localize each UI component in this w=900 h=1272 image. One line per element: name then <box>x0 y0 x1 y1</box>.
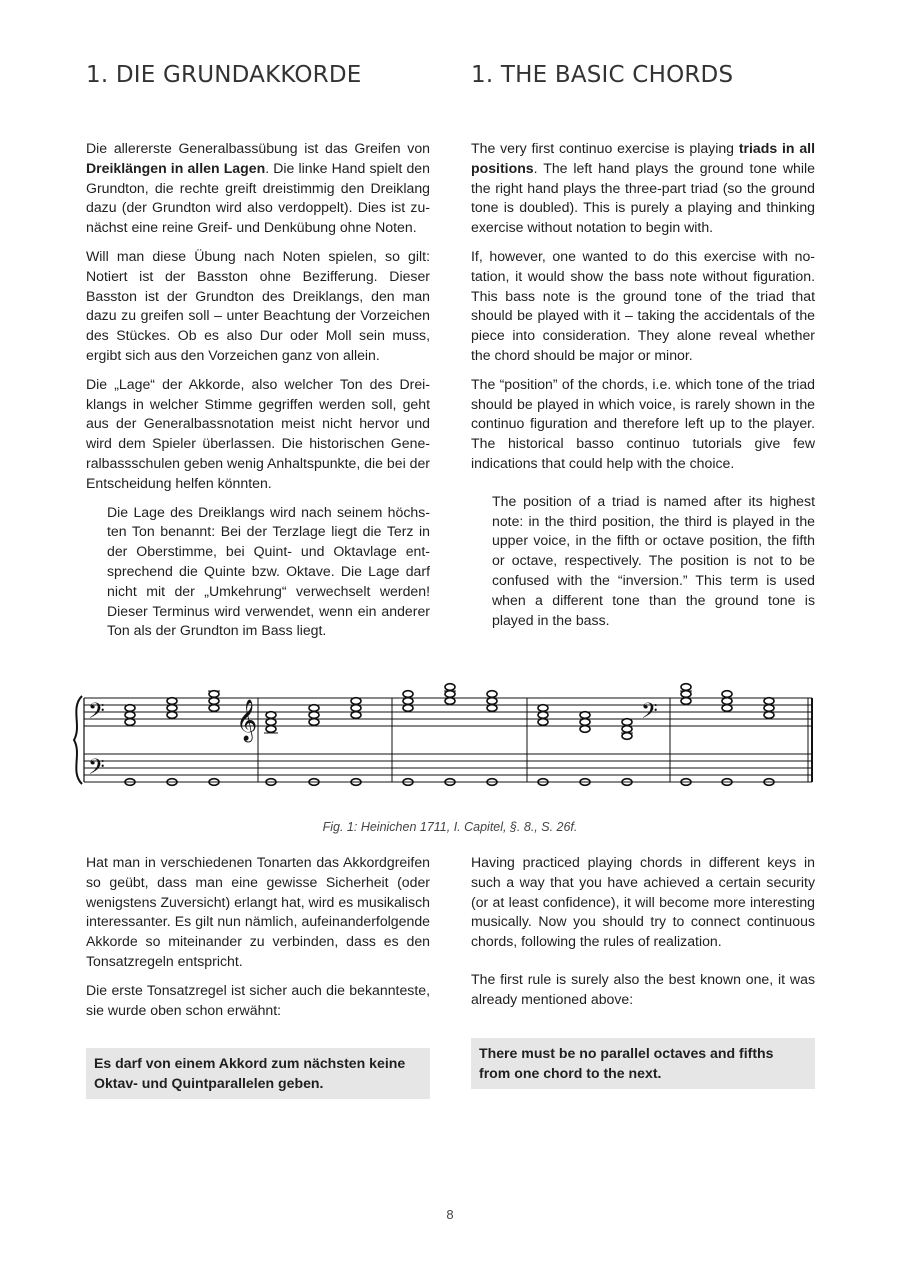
german-paragraph-4: Hat man in verschiedenen Tonarten das Akkordgreifen so geübt, dass man eine gewisse Sicherheit (oder wenigstens Zuversicht) erlangt hat, wird es musikalisch interessanter. Es gilt nun nämlich, aufeinanderfolgende Akkorde so miteinander zu verbinden, dass es den Tonsatzregeln entspricht. <box>86 854 430 969</box>
english-column-top <box>471 58 815 639</box>
english-note: The position of a triad is named after its highest note: in the third position, the third is played in the upper voice, in the fifth or octave position, the fifth or octave, respectively. The position is not to be confused with the “inversion.” This term is used when a different tone than the ground tone is played in the bass. <box>492 492 815 628</box>
english-paragraph-4: Having practiced playing chords in different keys in such a way that you have achieved a certain security (or at least confidence), it will become more interesting musically. Now you should try to connect continuous chords, following the rules of realization. <box>471 854 815 950</box>
barlines <box>84 698 812 782</box>
bass-clef-icon: 𝄢 <box>88 699 105 729</box>
german-column-bottom <box>86 853 430 1099</box>
treble-staff <box>84 698 812 726</box>
german-column-top <box>86 58 430 650</box>
german-paragraph-1: Die allererste Generalbassübung ist das Greifen von Dreiklängen in allen Lagen. Die linke Hand spielt den Grundton, die rechte greift dreistimmig den Dreiklang dazu (der Grundton wird also verdoppelt). Dies ist zunächst eine reine Greif- und Denkübung ohne Noten. <box>86 140 430 236</box>
music-example <box>72 678 832 790</box>
english-paragraph-1: The very first continuo exercise is playing triads in all positions. The left hand plays the ground tone while the right hand plays the three-part triad (so the ground tone is doubled). This is purely a playing and thinking exercise without notation to begin with. <box>471 140 816 236</box>
notes <box>125 684 774 786</box>
german-note: Die Lage des Dreiklangs wird nach seinem höchsten Ton benannt: Bei der Terzlage liegt die Terz in der Oberstimme, bei Quint- und Oktavlage entsprechend die Quinte bzw. Oktave. Die Lage darf nicht mit der „Umkehrung“ verwechselt werden! Dieser Terminus wird verwendet, wenn ein anderer Ton als der Grundton im Bass liegt. <box>107 503 430 639</box>
english-paragraph-5: The first rule is surely also the best known one, it was already mentioned above: <box>471 970 815 1007</box>
bass-clef-icon-2: 𝄢 <box>641 699 658 729</box>
english-rule-box: There must be no parallel octaves and fifths from one chord to the next. <box>471 1038 815 1089</box>
german-rule-box: Es darf von einem Akkord zum nächsten keine Oktav- und Quintparallelen geben. <box>86 1048 430 1099</box>
bass-clef-icon-lower: 𝄢 <box>88 755 105 785</box>
brace-icon <box>74 696 82 784</box>
figure-caption: Fig. 1: Heinichen 1711, I. Capitel, §. 8., S. 26f. <box>322 820 578 834</box>
german-emphasis: Dreiklängen in allen Lagen <box>86 159 266 176</box>
german-paragraph-3: Die „Lage“ der Akkorde, also welcher Ton des Dreiklangs in welcher Stimme gegriffen werden soll, geht aus der Generalbassnotation meist nicht hervor und wird dem Spieler überlassen. Die historischen Generalbassschulen geben wenig Anhaltspunkte, die bei der Entscheidung helfen könnten. <box>86 375 430 491</box>
german-paragraph-2: Will man diese Übung nach Noten spielen, so gilt: Notiert ist der Basston ohne Bezifferung. Dieser Basston ist der Grundton des Dreiklangs, den man dazu zu greifen soll – unter Beachtung der Vorzeichen des Stückes. Ob es also Dur oder Moll sein muss, ergibt sich aus den Vorzeichen ganz von allein. <box>86 247 430 363</box>
german-heading: 1. DIE GRUNDAKKORDE <box>86 62 362 88</box>
english-paragraph-2: If, however, one wanted to do this exercise with notation, it would show the bass note without figuration. This bass note is the ground tone of the triad that should be played with it – taking the accidentals of the piece into consideration. They alone reveal whether the chord should be major or minor. <box>471 247 815 363</box>
page-number: 8 <box>446 1207 454 1222</box>
bass-staff <box>84 754 812 782</box>
english-emphasis: triads in all positions <box>471 140 816 176</box>
english-heading: 1. THE BASIC CHORDS <box>471 62 734 88</box>
english-paragraph-3: The “position” of the chords, i.e. which tone of the triad should be played in which voice, is rarely shown in the continuo figuration and therefore left up to the player. The historical basso continuo tutorials give few indications that could help with the choice. <box>471 375 815 471</box>
treble-clef-icon: 𝄞 <box>236 700 258 741</box>
german-paragraph-5: Die erste Tonsatzregel ist sicher auch die bekannteste, sie wurde oben schon erwähnt: <box>86 981 430 1018</box>
english-column-bottom <box>471 853 815 1089</box>
